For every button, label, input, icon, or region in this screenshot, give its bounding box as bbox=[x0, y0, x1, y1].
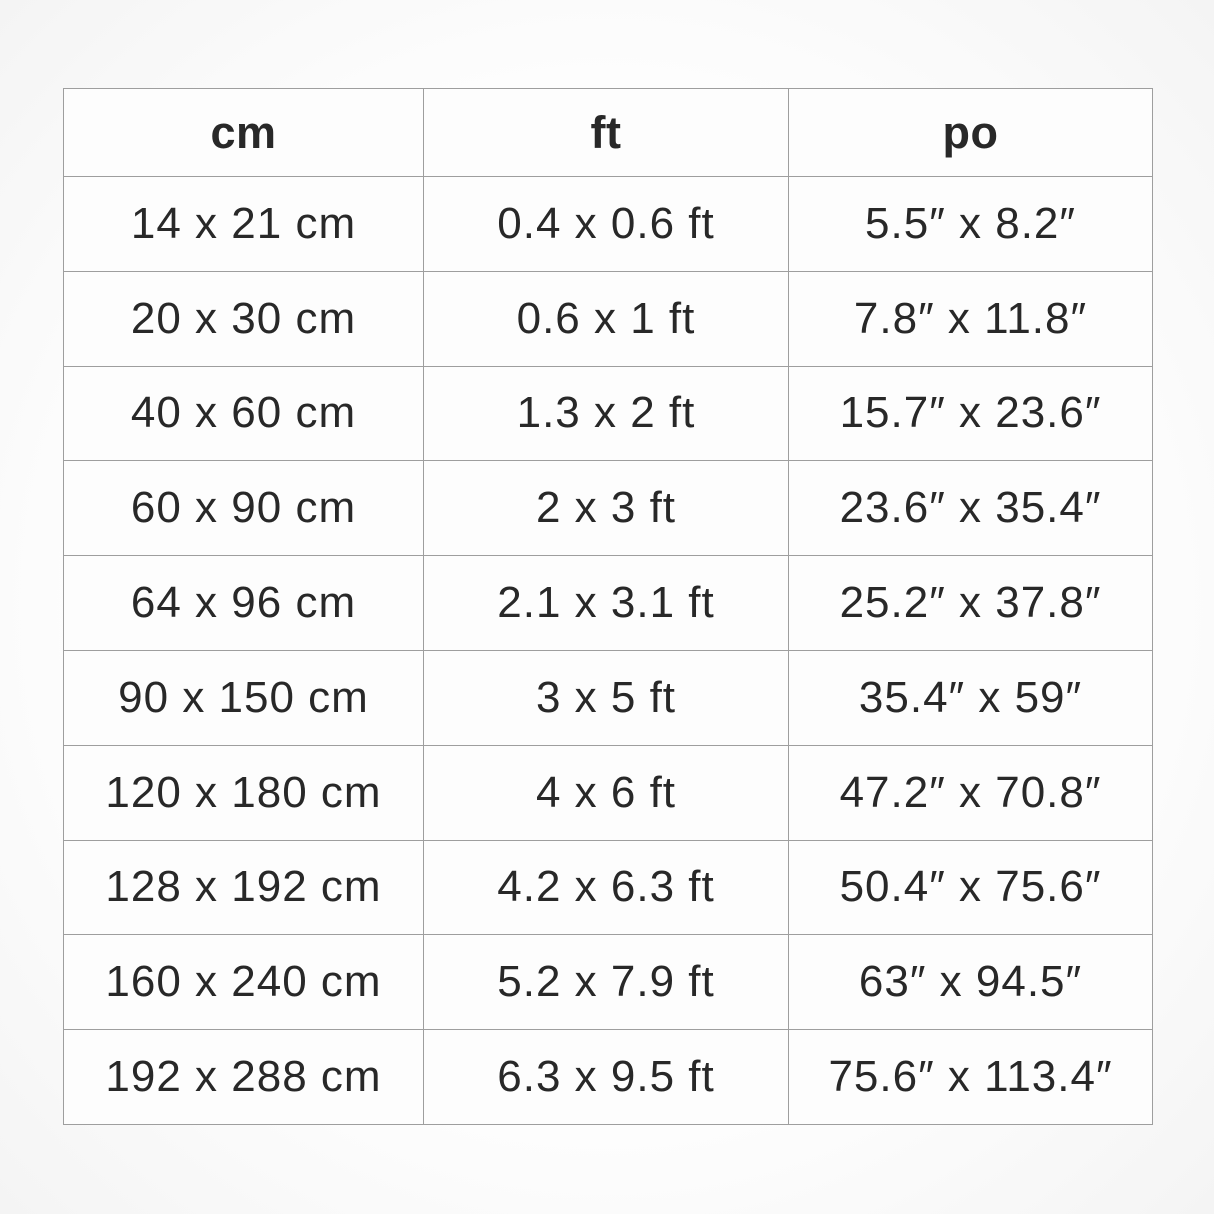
table-row bbox=[64, 556, 1153, 651]
table-cell-ft: 4.2 x 6.3 ft bbox=[424, 840, 789, 935]
table-cell-ft: 0.6 x 1 ft bbox=[424, 271, 789, 366]
header-row bbox=[64, 89, 1153, 177]
table-cell-cm: 128 x 192 cm bbox=[64, 840, 424, 935]
table-row bbox=[64, 366, 1153, 461]
table-cell-ft: 4 x 6 ft bbox=[424, 745, 789, 840]
table-row bbox=[64, 745, 1153, 840]
column-header-ft: ft bbox=[424, 89, 789, 177]
table-row bbox=[64, 840, 1153, 935]
table-cell-cm: 60 x 90 cm bbox=[64, 461, 424, 556]
table-cell-cm: 40 x 60 cm bbox=[64, 366, 424, 461]
table-cell-po: 63″ x 94.5″ bbox=[789, 935, 1153, 1030]
column-header-po: po bbox=[789, 89, 1153, 177]
size-conversion-table bbox=[63, 88, 1153, 1125]
table-cell-po: 50.4″ x 75.6″ bbox=[789, 840, 1153, 935]
table-cell-cm: 14 x 21 cm bbox=[64, 177, 424, 272]
table-cell-cm: 20 x 30 cm bbox=[64, 271, 424, 366]
table-cell-po: 35.4″ x 59″ bbox=[789, 650, 1153, 745]
table-cell-po: 47.2″ x 70.8″ bbox=[789, 745, 1153, 840]
table-header bbox=[64, 89, 1153, 177]
table-cell-ft: 2 x 3 ft bbox=[424, 461, 789, 556]
table-cell-po: 7.8″ x 11.8″ bbox=[789, 271, 1153, 366]
table-cell-cm: 192 x 288 cm bbox=[64, 1030, 424, 1125]
table-cell-po: 5.5″ x 8.2″ bbox=[789, 177, 1153, 272]
table-cell-cm: 120 x 180 cm bbox=[64, 745, 424, 840]
table-cell-po: 23.6″ x 35.4″ bbox=[789, 461, 1153, 556]
table-body bbox=[64, 177, 1153, 1125]
table-row bbox=[64, 271, 1153, 366]
table-cell-ft: 6.3 x 9.5 ft bbox=[424, 1030, 789, 1125]
table-cell-po: 25.2″ x 37.8″ bbox=[789, 556, 1153, 651]
table-row bbox=[64, 650, 1153, 745]
table-row bbox=[64, 935, 1153, 1030]
table-cell-ft: 2.1 x 3.1 ft bbox=[424, 556, 789, 651]
table-row bbox=[64, 177, 1153, 272]
table-cell-cm: 64 x 96 cm bbox=[64, 556, 424, 651]
table-cell-cm: 160 x 240 cm bbox=[64, 935, 424, 1030]
table-cell-ft: 1.3 x 2 ft bbox=[424, 366, 789, 461]
table-cell-po: 15.7″ x 23.6″ bbox=[789, 366, 1153, 461]
table-cell-po: 75.6″ x 113.4″ bbox=[789, 1030, 1153, 1125]
table-row bbox=[64, 461, 1153, 556]
table-row bbox=[64, 1030, 1153, 1125]
table-cell-ft: 3 x 5 ft bbox=[424, 650, 789, 745]
table-cell-ft: 5.2 x 7.9 ft bbox=[424, 935, 789, 1030]
table-cell-cm: 90 x 150 cm bbox=[64, 650, 424, 745]
table-cell-ft: 0.4 x 0.6 ft bbox=[424, 177, 789, 272]
column-header-cm: cm bbox=[64, 89, 424, 177]
